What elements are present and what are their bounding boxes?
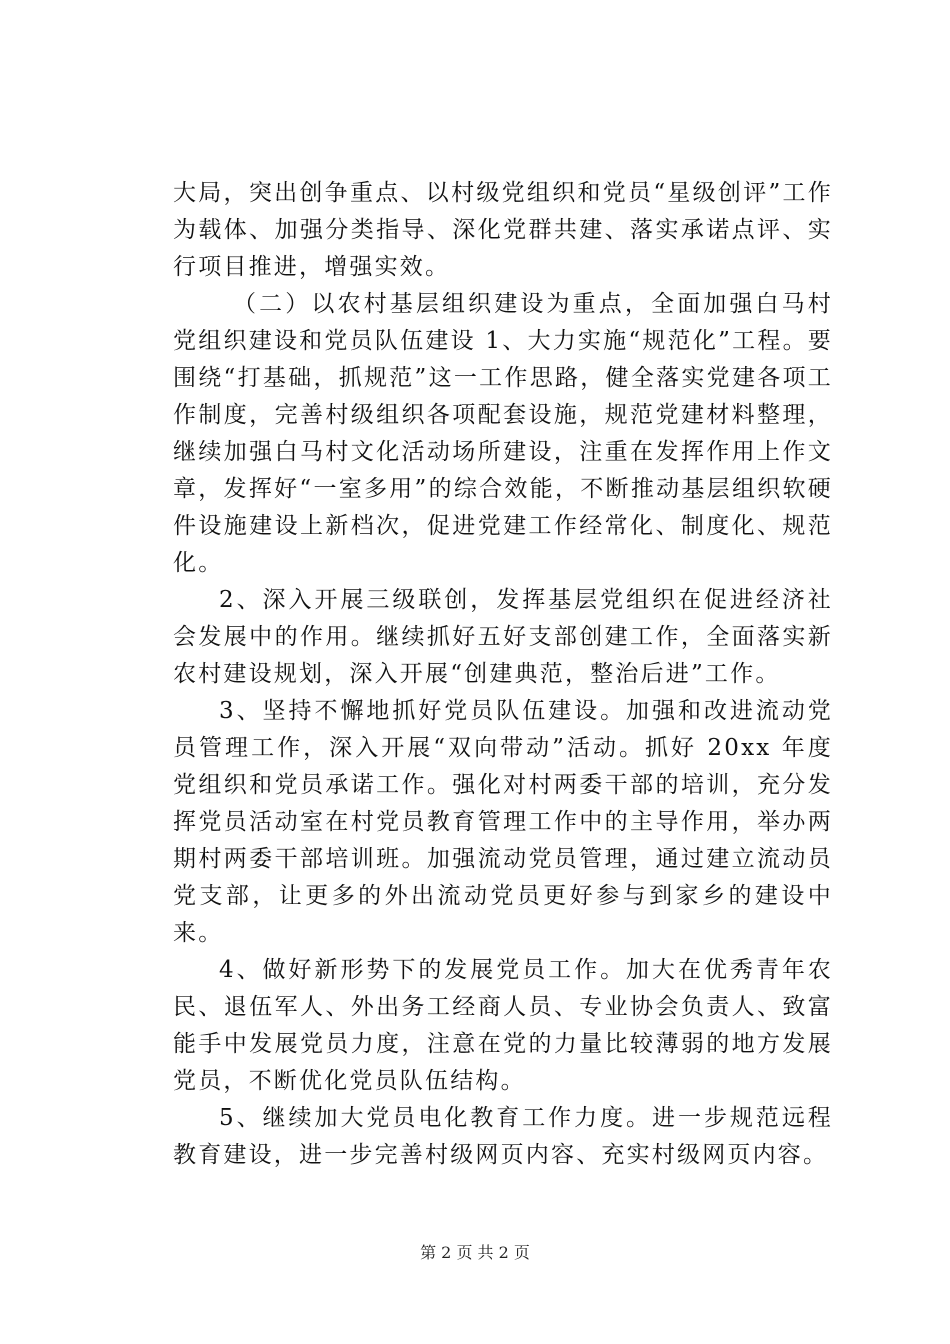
document-body — [173, 175, 833, 1174]
page-number-footer: 第 2 页 共 2 页 — [420, 1243, 530, 1262]
paragraph-item-2: 2、深入开展三级联创，发挥基层党组织在促进经济社会发展中的作用。继续抓好五好支部创建工作，全面落实新农村建设规划，深入开展“创建典范，整治后进”工作。 — [173, 587, 833, 687]
paragraph-item-3: 3、坚持不懈地抓好党员队伍建设。加强和改进流动党员管理工作，深入开展“双向带动”活动。抓好 20xx 年度党组织和党员承诺工作。强化对村两委干部的培训，充分发挥党员活动室在村党员教育管理工作中的主导作用，举办两期村两委干部培训班。加强流动党员管理，通过建立流动员党支部，让更多的外出流动党员更好参与到家乡的建设中来。 — [173, 698, 833, 946]
paragraph-item-4: 4、做好新形势下的发展党员工作。加大在优秀青年农民、退伍军人、外出务工经商人员、专业协会负责人、致富能手中发展党员力度，注意在党的力量比较薄弱的地方发展党员，不断优化党员队伍结构。 — [173, 957, 833, 1094]
paragraph-continuation: 大局，突出创争重点、以村级党组织和党员“星级创评”工作为载体、加强分类指导、深化党群共建、落实承诺点评、实行项目推进，增强实效。 — [173, 180, 833, 280]
paragraph-item-5: 5、继续加大党员电化教育工作力度。进一步规范远程教育建设，进一步完善村级网页内容、充实村级网页内容。 — [173, 1105, 833, 1168]
paragraph-section-two: （二）以农村基层组织建设为重点，全面加强白马村党组织建设和党员队伍建设 1、大力实施“规范化”工程。要围绕“打基础，抓规范”这一工作思路，健全落实党建各项工作制度，完善村级组织各项配套设施，规范党建材料整理，继续加强白马村文化活动场所建设，注重在发挥作用上作文章，发挥好“一室多用”的综合效能，不断推动基层组织软硬件设施建设上新档次，促进党建工作经常化、制度化、规范化。 — [173, 291, 833, 576]
